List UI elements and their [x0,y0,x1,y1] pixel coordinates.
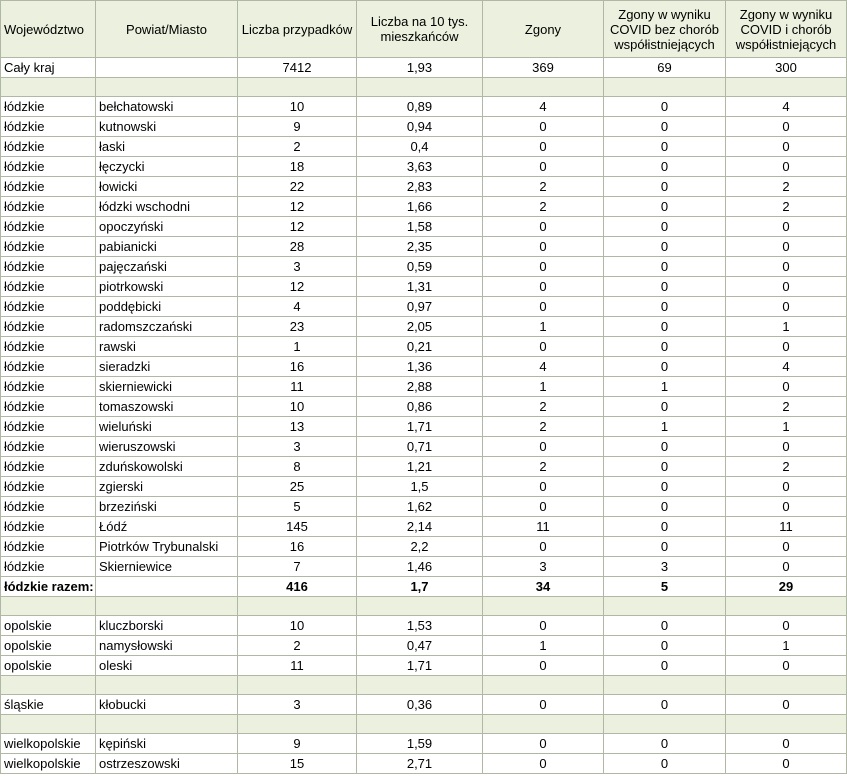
cell-powiat-miasto: łęczycki [96,157,238,177]
cell-wojewodztwo: łódzkie [1,117,96,137]
cell-liczba-na-10-tys: 1,71 [357,656,483,676]
spacer-cell [726,597,847,616]
header-zgony-z-chorobami: Zgony w wyniku COVID i chorób współistniejących [726,1,847,58]
cell-wojewodztwo: łódzkie [1,97,96,117]
spacer-cell [96,78,238,97]
cell-wojewodztwo: łódzkie [1,417,96,437]
cell-liczba-na-10-tys: 0,4 [357,137,483,157]
cell-zgony-z-chorobami: 2 [726,457,847,477]
cell-zgony-z-chorobami: 0 [726,377,847,397]
cell-zgony: 0 [483,237,604,257]
cell-wojewodztwo: łódzkie [1,177,96,197]
cell-zgony-bez-chorob: 0 [604,237,726,257]
cell-zgony-z-chorobami: 4 [726,97,847,117]
table-row [1,457,847,477]
cell-liczba-przypadkow: 416 [238,577,357,597]
cell-zgony: 0 [483,537,604,557]
table-row [1,517,847,537]
cell-liczba-przypadkow: 12 [238,217,357,237]
cell-zgony-bez-chorob: 0 [604,656,726,676]
spacer-row [1,78,847,97]
cell-powiat-miasto [96,577,238,597]
cell-liczba-przypadkow: 11 [238,377,357,397]
cell-wojewodztwo: opolskie [1,656,96,676]
spacer-cell [357,715,483,734]
cell-liczba-na-10-tys: 0,94 [357,117,483,137]
cell-powiat-miasto: łódzki wschodni [96,197,238,217]
cell-zgony: 0 [483,217,604,237]
cell-wojewodztwo: łódzkie [1,377,96,397]
cell-powiat-miasto: zgierski [96,477,238,497]
cell-wojewodztwo: opolskie [1,616,96,636]
cell-liczba-przypadkow: 5 [238,497,357,517]
cell-wojewodztwo: wielkopolskie [1,734,96,754]
cell-liczba-na-10-tys: 2,88 [357,377,483,397]
cell-zgony-z-chorobami: 0 [726,616,847,636]
cell-liczba-na-10-tys: 1,21 [357,457,483,477]
table-row [1,297,847,317]
cell-liczba-przypadkow: 10 [238,97,357,117]
cell-powiat-miasto: piotrkowski [96,277,238,297]
spacer-cell [1,597,96,616]
cell-zgony-bez-chorob: 0 [604,137,726,157]
table-row [1,58,847,78]
cell-powiat-miasto: wieluński [96,417,238,437]
cell-zgony: 0 [483,656,604,676]
cell-powiat-miasto: Łódź [96,517,238,537]
cell-powiat-miasto: łaski [96,137,238,157]
cell-zgony-bez-chorob: 0 [604,177,726,197]
table-row [1,636,847,656]
header-liczba-przypadkow: Liczba przypadków [238,1,357,58]
cell-liczba-przypadkow: 7412 [238,58,357,78]
cell-zgony: 0 [483,734,604,754]
spacer-cell [1,715,96,734]
cell-powiat-miasto: sieradzki [96,357,238,377]
cell-zgony-z-chorobami: 0 [726,277,847,297]
cell-zgony-z-chorobami: 0 [726,117,847,137]
cell-wojewodztwo: śląskie [1,695,96,715]
cell-wojewodztwo: łódzkie [1,297,96,317]
cell-zgony-bez-chorob: 0 [604,337,726,357]
cell-zgony: 3 [483,557,604,577]
cell-wojewodztwo: łódzkie [1,557,96,577]
spacer-cell [726,715,847,734]
cell-zgony-z-chorobami: 300 [726,58,847,78]
cell-zgony-z-chorobami: 0 [726,157,847,177]
spacer-cell [1,676,96,695]
cell-liczba-przypadkow: 7 [238,557,357,577]
cell-powiat-miasto: kutnowski [96,117,238,137]
cell-wojewodztwo: wielkopolskie [1,754,96,774]
cell-zgony: 0 [483,337,604,357]
cell-zgony-bez-chorob: 69 [604,58,726,78]
cell-zgony-z-chorobami: 0 [726,297,847,317]
cell-zgony-bez-chorob: 0 [604,437,726,457]
cell-zgony-bez-chorob: 0 [604,477,726,497]
cell-zgony: 11 [483,517,604,537]
cell-zgony: 2 [483,177,604,197]
cell-zgony: 2 [483,457,604,477]
cell-liczba-na-10-tys: 1,58 [357,217,483,237]
cell-powiat-miasto: oleski [96,656,238,676]
cell-zgony-bez-chorob: 0 [604,754,726,774]
cell-powiat-miasto: zduńskowolski [96,457,238,477]
cell-zgony-z-chorobami: 0 [726,257,847,277]
cell-powiat-miasto: skierniewicki [96,377,238,397]
cell-liczba-przypadkow: 13 [238,417,357,437]
cell-liczba-na-10-tys: 1,5 [357,477,483,497]
cell-liczba-na-10-tys: 2,35 [357,237,483,257]
cell-zgony: 2 [483,417,604,437]
spacer-cell [483,597,604,616]
cell-liczba-na-10-tys: 1,7 [357,577,483,597]
table-row [1,197,847,217]
cell-liczba-na-10-tys: 0,59 [357,257,483,277]
cell-zgony-z-chorobami: 0 [726,437,847,457]
cell-powiat-miasto: Piotrków Trybunalski [96,537,238,557]
cell-zgony-bez-chorob: 0 [604,517,726,537]
cell-liczba-na-10-tys: 2,05 [357,317,483,337]
spacer-cell [238,676,357,695]
cell-zgony-bez-chorob: 0 [604,397,726,417]
cell-liczba-przypadkow: 23 [238,317,357,337]
spacer-cell [726,676,847,695]
cell-wojewodztwo: łódzkie [1,537,96,557]
cell-liczba-przypadkow: 12 [238,197,357,217]
cell-wojewodztwo: łódzkie [1,157,96,177]
cell-zgony: 0 [483,117,604,137]
cell-liczba-na-10-tys: 0,47 [357,636,483,656]
spacer-cell [96,715,238,734]
cell-zgony: 0 [483,297,604,317]
cell-powiat-miasto: poddębicki [96,297,238,317]
cell-powiat-miasto: tomaszowski [96,397,238,417]
cell-zgony-bez-chorob: 0 [604,277,726,297]
cell-liczba-na-10-tys: 0,89 [357,97,483,117]
spacer-cell [604,676,726,695]
spacer-cell [96,597,238,616]
cell-zgony-bez-chorob: 3 [604,557,726,577]
spacer-cell [604,597,726,616]
cell-zgony-z-chorobami: 1 [726,636,847,656]
table-row [1,656,847,676]
spacer-cell [726,78,847,97]
header-zgony: Zgony [483,1,604,58]
cell-zgony-z-chorobami: 0 [726,734,847,754]
cell-liczba-na-10-tys: 2,2 [357,537,483,557]
table-row [1,357,847,377]
cell-liczba-na-10-tys: 1,62 [357,497,483,517]
cell-zgony-z-chorobami: 0 [726,754,847,774]
cell-zgony-bez-chorob: 0 [604,457,726,477]
cell-liczba-przypadkow: 10 [238,616,357,636]
cell-wojewodztwo: łódzkie [1,277,96,297]
cell-powiat-miasto: brzeziński [96,497,238,517]
spacer-cell [604,78,726,97]
cell-wojewodztwo: łódzkie [1,197,96,217]
cell-zgony: 4 [483,357,604,377]
cell-zgony-z-chorobami: 11 [726,517,847,537]
cell-zgony-bez-chorob: 0 [604,117,726,137]
cell-zgony-z-chorobami: 0 [726,497,847,517]
cell-liczba-na-10-tys: 2,14 [357,517,483,537]
cell-zgony-z-chorobami: 1 [726,317,847,337]
cell-liczba-przypadkow: 3 [238,437,357,457]
cell-wojewodztwo: łódzkie [1,437,96,457]
cell-wojewodztwo: Cały kraj [1,58,96,78]
header-liczba-na-10-tys: Liczba na 10 tys. mieszkańców [357,1,483,58]
cell-liczba-przypadkow: 25 [238,477,357,497]
table-row [1,417,847,437]
cell-liczba-na-10-tys: 1,46 [357,557,483,577]
spacer-cell [238,597,357,616]
cell-zgony-bez-chorob: 0 [604,616,726,636]
table-row [1,557,847,577]
cell-wojewodztwo: łódzkie [1,217,96,237]
cell-zgony-bez-chorob: 0 [604,636,726,656]
cell-zgony: 0 [483,437,604,457]
table-row [1,97,847,117]
cell-liczba-przypadkow: 2 [238,137,357,157]
cell-zgony: 0 [483,616,604,636]
table-row [1,277,847,297]
cell-wojewodztwo: łódzkie [1,497,96,517]
spacer-cell [96,676,238,695]
cell-wojewodztwo: łódzkie [1,237,96,257]
cell-liczba-przypadkow: 4 [238,297,357,317]
cell-liczba-na-10-tys: 1,53 [357,616,483,636]
cell-powiat-miasto: namysłowski [96,636,238,656]
cell-zgony-z-chorobami: 2 [726,397,847,417]
header-wojewodztwo: Województwo [1,1,96,58]
cell-wojewodztwo: opolskie [1,636,96,656]
cell-liczba-na-10-tys: 1,36 [357,357,483,377]
cell-liczba-przypadkow: 8 [238,457,357,477]
cell-zgony-z-chorobami: 0 [726,237,847,257]
table-row [1,437,847,457]
spacer-row [1,597,847,616]
cell-powiat-miasto: opoczyński [96,217,238,237]
cell-liczba-na-10-tys: 0,97 [357,297,483,317]
cell-liczba-na-10-tys: 2,83 [357,177,483,197]
cell-zgony: 0 [483,137,604,157]
cell-zgony-bez-chorob: 0 [604,537,726,557]
cell-zgony: 1 [483,377,604,397]
cell-zgony-bez-chorob: 5 [604,577,726,597]
cell-liczba-na-10-tys: 0,36 [357,695,483,715]
table-row [1,477,847,497]
table-row [1,237,847,257]
cell-zgony-z-chorobami: 0 [726,217,847,237]
cell-zgony: 0 [483,277,604,297]
cell-zgony-bez-chorob: 0 [604,217,726,237]
cell-zgony: 0 [483,477,604,497]
cell-powiat-miasto: kępiński [96,734,238,754]
spacer-cell [357,78,483,97]
cell-zgony: 2 [483,397,604,417]
cell-liczba-przypadkow: 10 [238,397,357,417]
cell-powiat-miasto: łowicki [96,177,238,197]
cell-zgony-z-chorobami: 4 [726,357,847,377]
cell-zgony-z-chorobami: 0 [726,537,847,557]
spacer-cell [357,597,483,616]
cell-zgony-z-chorobami: 0 [726,477,847,497]
cell-liczba-na-10-tys: 1,31 [357,277,483,297]
cell-zgony-z-chorobami: 0 [726,137,847,157]
cell-wojewodztwo: łódzkie [1,397,96,417]
table-row [1,177,847,197]
cell-zgony-bez-chorob: 0 [604,97,726,117]
cell-zgony-bez-chorob: 1 [604,377,726,397]
header-powiat-miasto: Powiat/Miasto [96,1,238,58]
cell-liczba-na-10-tys: 0,71 [357,437,483,457]
cell-zgony-bez-chorob: 0 [604,317,726,337]
cell-liczba-na-10-tys: 1,66 [357,197,483,217]
cell-liczba-przypadkow: 9 [238,117,357,137]
cell-powiat-miasto: bełchatowski [96,97,238,117]
cell-zgony: 1 [483,636,604,656]
cell-liczba-przypadkow: 28 [238,237,357,257]
cell-liczba-przypadkow: 11 [238,656,357,676]
table-row [1,337,847,357]
cell-zgony: 0 [483,157,604,177]
table-row [1,537,847,557]
cell-zgony-z-chorobami: 0 [726,557,847,577]
cell-zgony: 0 [483,497,604,517]
cell-liczba-przypadkow: 15 [238,754,357,774]
cell-zgony: 0 [483,695,604,715]
cell-zgony-bez-chorob: 0 [604,257,726,277]
cell-liczba-przypadkow: 16 [238,537,357,557]
table-row [1,257,847,277]
cell-zgony-z-chorobami: 0 [726,337,847,357]
cell-zgony: 369 [483,58,604,78]
table-row [1,695,847,715]
cell-liczba-na-10-tys: 0,86 [357,397,483,417]
spacer-cell [357,676,483,695]
cell-liczba-przypadkow: 9 [238,734,357,754]
spacer-cell [604,715,726,734]
cell-zgony: 4 [483,97,604,117]
spacer-cell [483,715,604,734]
cell-zgony: 0 [483,754,604,774]
cell-liczba-przypadkow: 22 [238,177,357,197]
cell-zgony-bez-chorob: 0 [604,695,726,715]
cell-liczba-na-10-tys: 2,71 [357,754,483,774]
cell-zgony: 2 [483,197,604,217]
cell-zgony-z-chorobami: 2 [726,177,847,197]
cell-zgony-bez-chorob: 0 [604,497,726,517]
cell-wojewodztwo: łódzkie [1,137,96,157]
cell-zgony-z-chorobami: 2 [726,197,847,217]
table-row [1,117,847,137]
table-row [1,137,847,157]
spacer-cell [483,78,604,97]
table-row [1,217,847,237]
cell-zgony-bez-chorob: 0 [604,734,726,754]
cell-liczba-na-10-tys: 3,63 [357,157,483,177]
cell-powiat-miasto: kłobucki [96,695,238,715]
cell-zgony-z-chorobami: 29 [726,577,847,597]
cell-zgony-bez-chorob: 0 [604,157,726,177]
cell-liczba-na-10-tys: 1,93 [357,58,483,78]
cell-liczba-przypadkow: 1 [238,337,357,357]
cell-powiat-miasto: pabianicki [96,237,238,257]
cell-liczba-na-10-tys: 0,21 [357,337,483,357]
cell-zgony-bez-chorob: 1 [604,417,726,437]
cell-zgony-z-chorobami: 0 [726,656,847,676]
cell-liczba-przypadkow: 18 [238,157,357,177]
cell-zgony: 34 [483,577,604,597]
cell-zgony-bez-chorob: 0 [604,197,726,217]
cell-zgony-z-chorobami: 1 [726,417,847,437]
cell-powiat-miasto: radomszczański [96,317,238,337]
cell-wojewodztwo: łódzkie [1,337,96,357]
cell-zgony: 0 [483,257,604,277]
table-row [1,734,847,754]
table-row [1,397,847,417]
cell-powiat-miasto: kluczborski [96,616,238,636]
cell-liczba-przypadkow: 16 [238,357,357,377]
cell-powiat-miasto [96,58,238,78]
cell-powiat-miasto: rawski [96,337,238,357]
cell-zgony-z-chorobami: 0 [726,695,847,715]
header-zgony-bez-chorob: Zgony w wyniku COVID bez chorób współistniejących [604,1,726,58]
spacer-row [1,676,847,695]
cell-wojewodztwo: łódzkie razem: [1,577,96,597]
cell-liczba-przypadkow: 2 [238,636,357,656]
table-row [1,377,847,397]
cell-wojewodztwo: łódzkie [1,257,96,277]
spacer-cell [238,78,357,97]
cell-liczba-na-10-tys: 1,71 [357,417,483,437]
spacer-cell [238,715,357,734]
cell-powiat-miasto: wieruszowski [96,437,238,457]
cell-liczba-na-10-tys: 1,59 [357,734,483,754]
cell-wojewodztwo: łódzkie [1,517,96,537]
cell-wojewodztwo: łódzkie [1,477,96,497]
cell-zgony-bez-chorob: 0 [604,297,726,317]
table-row [1,317,847,337]
cell-zgony: 1 [483,317,604,337]
cell-liczba-przypadkow: 12 [238,277,357,297]
cell-powiat-miasto: Skierniewice [96,557,238,577]
cell-powiat-miasto: pajęczański [96,257,238,277]
cell-zgony-bez-chorob: 0 [604,357,726,377]
table-row [1,497,847,517]
cell-wojewodztwo: łódzkie [1,457,96,477]
cell-powiat-miasto: ostrzeszowski [96,754,238,774]
table-row [1,616,847,636]
spacer-cell [483,676,604,695]
cell-wojewodztwo: łódzkie [1,317,96,337]
cell-liczba-przypadkow: 145 [238,517,357,537]
table-row [1,754,847,774]
cell-liczba-przypadkow: 3 [238,257,357,277]
cell-wojewodztwo: łódzkie [1,357,96,377]
table-row [1,157,847,177]
spacer-cell [1,78,96,97]
table-body [1,58,847,774]
spacer-row [1,715,847,734]
table-header-row [1,1,847,58]
cell-liczba-przypadkow: 3 [238,695,357,715]
total-row [1,577,847,597]
